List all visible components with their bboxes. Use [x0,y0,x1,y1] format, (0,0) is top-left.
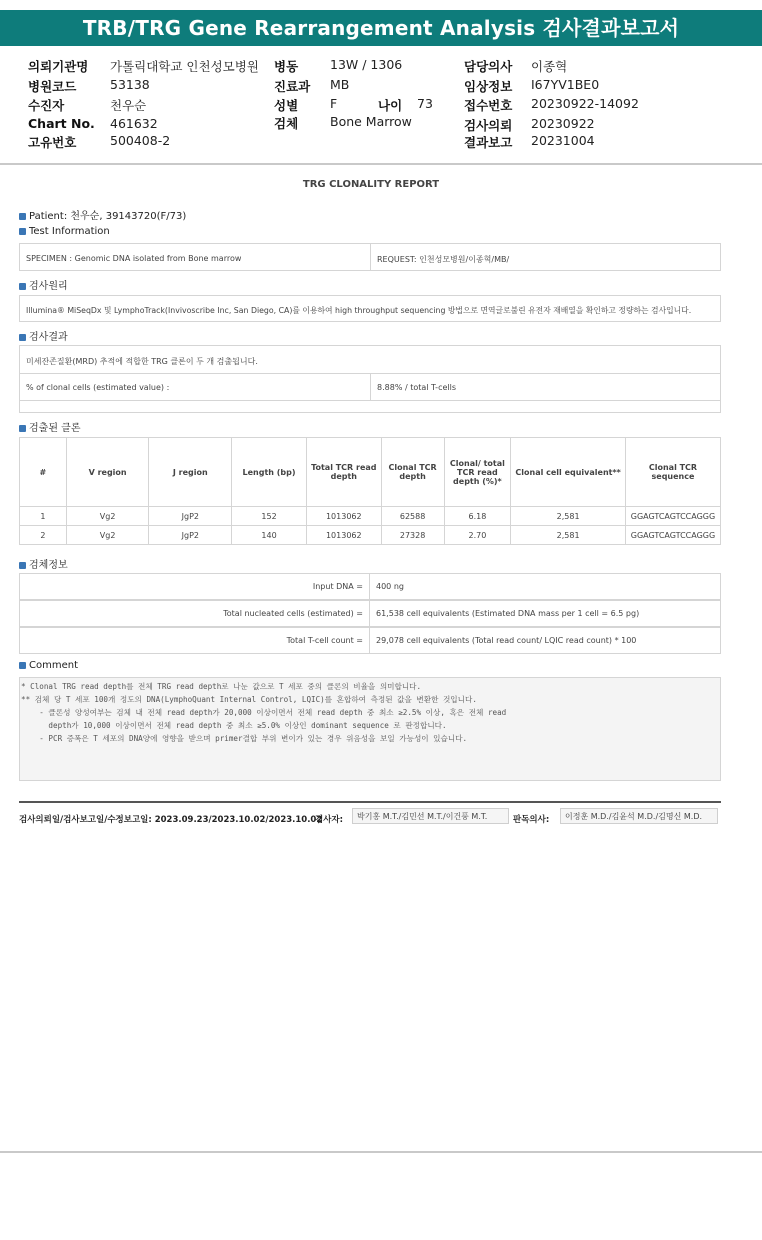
header-label: 병원코드 [28,79,77,94]
col-header: # [20,438,67,507]
header-value: I67YV1BE0 [531,77,600,92]
bottom-divider [0,1151,762,1153]
table-cell: JgP2 [149,507,232,526]
header-label: 진료과 [274,79,311,94]
header-value: 20230922 [531,116,595,131]
header-value: F [330,96,338,111]
specimen-row-value: 61,538 cell equivalents (Estimated DNA mass per 1 cell = 6.5 pg) [376,609,640,618]
col-header: Clonal/ total TCR read depth (%)* [444,438,511,507]
col-header: J region [149,438,232,507]
table-cell: 2.70 [444,526,511,545]
header-label: 접수번호 [464,98,513,113]
table-cell: 62588 [381,507,444,526]
footer-dates: 검사의뢰일/검사보고일/수정보고일: 2023.09.23/2023.10.02/2023.10.02 [19,815,323,825]
row-divider [20,400,720,401]
bullet-icon [19,425,26,432]
section-test-info [19,226,110,237]
examiner-label: 검사자: [315,815,344,825]
table-cell: 2,581 [511,526,626,545]
clonal-cells-value: 8.88% / total T-cells [377,383,457,392]
box-divider [370,373,371,400]
table-cell: JgP2 [149,526,232,545]
table-cell: Vg2 [66,526,149,545]
header-value: 20230922-14092 [531,96,639,111]
specimen-row [19,627,721,654]
header-label: 임상정보 [464,79,513,94]
reader-value: 이정훈 M.D./김윤석 M.D./김명신 M.D. [560,808,718,824]
header-value: 가톨릭대학교 인천성모병원 [110,59,259,74]
report-body [0,170,742,1150]
box-divider [370,244,371,270]
age-value: 73 [417,96,433,111]
section-title: Comment [29,660,78,671]
table-cell: 6.18 [444,507,511,526]
col-header: Clonal TCR sequence [625,438,720,507]
patient-text: Patient: 천우순, 39143720(F/73) [29,211,187,222]
header-label: Chart No. [28,116,95,131]
header-value: 13W / 1306 [330,57,403,72]
report-title-bar: TRB/TRG Gene Rearrangement Analysis 검사결과보고서 [0,10,762,46]
section-title: Test Information [29,226,110,237]
header-label: 결과보고 [464,135,513,150]
header-value: 53138 [110,77,150,92]
table-header-row [20,438,721,507]
header-label: 의뢰기관명 [28,59,89,74]
header-label: 성별 [274,98,299,113]
col-header: Total TCR read depth [306,438,381,507]
table-cell: 152 [232,507,307,526]
specimen-row-value: 400 ng [376,582,404,591]
footer-divider [19,801,721,803]
bullet-icon [19,283,26,290]
header-label: 고유번호 [28,135,77,150]
bullet-icon [19,213,26,220]
table-cell: 2,581 [511,507,626,526]
header-label: 검체 [274,116,299,131]
specimen-row-label: Total T-cell count = [20,628,370,653]
comment-line: depth가 10,000 이상이면서 전체 read depth 중 최소 ≥5.0% 이상인 dominant sequence 로 판정합니다. [21,721,447,730]
comment-box [19,677,721,781]
report-heading: TRG CLONALITY REPORT [302,179,440,190]
specimen-row [19,600,721,627]
clones-table [19,437,721,545]
result-text: 미세잔존질환(MRD) 추적에 적합한 TRG 클론이 두 개 검출됩니다. [26,357,258,366]
header-divider [0,163,762,165]
specimen-row-label: Input DNA = [20,574,370,599]
section-principle [19,277,68,292]
clonal-cells-label: % of clonal cells (estimated value) : [26,383,170,392]
col-header: Clonal cell equivalent** [511,438,626,507]
specimen-row-value: 29,078 cell equivalents (Total read count/ LQIC read count) * 100 [376,636,637,645]
header-value: 500408-2 [110,133,171,148]
principle-text: Illumina® MiSeqDx 및 LymphoTrack(Invivoscribe Inc, San Diego, CA)를 이용하여 high throughput sequencing 방법으로 면역글로불린 유전자 재배열을 확인하고 정량하는 검사입니다. [26,306,692,315]
col-header: V region [66,438,149,507]
patient-line [19,207,186,222]
request-text: REQUEST: 인천성모병원/이종혁/MB/ [377,255,510,264]
result-box [19,345,721,413]
section-comment [19,660,78,671]
comment-line: ** 검체 당 T 세포 100개 정도의 DNA(LymphoQuant Internal Control, LQIC)를 혼합하여 측정된 값을 변환한 것입니다. [21,695,477,704]
comment-line: - 클론성 양성여부는 검체 내 전체 read depth가 20,000 이상이면서 전체 read depth 중 최소 ≥2.5% 이상, 혹은 전체 read [21,708,507,717]
bullet-icon [19,562,26,569]
table-cell: 1 [20,507,67,526]
col-header: Clonal TCR depth [381,438,444,507]
table-cell: Vg2 [66,507,149,526]
section-title: 검출된 클론 [29,423,81,434]
examiner-value: 박기홍 M.T./김민선 M.T./이건풍 M.T. [352,808,509,824]
table-row [20,526,721,545]
header-label: 담당의사 [464,59,513,74]
specimen-text: SPECIMEN : Genomic DNA isolated from Bone marrow [26,254,242,263]
header-info [0,0,762,160]
comment-line: - PCR 증폭은 T 세포의 DNA양에 영향을 받으며 primer결합 부위 변이가 있는 경우 위음성을 보일 가능성이 있습니다. [21,734,468,743]
table-cell: 27328 [381,526,444,545]
table-cell: 1013062 [306,507,381,526]
section-clones [19,419,80,434]
section-title: 검사원리 [29,281,68,292]
table-cell: 2 [20,526,67,545]
specimen-row [19,573,721,600]
comment-line: * Clonal TRG read depth를 전체 TRG read depth로 나눈 값으로 T 세포 중의 클론의 비율을 의미합니다. [21,682,422,691]
bullet-icon [19,228,26,235]
section-specimen-info [19,556,68,571]
table-cell: 140 [232,526,307,545]
header-value: 천우순 [110,98,147,113]
table-cell: GGAGTCAGTCCAGGG [625,507,720,526]
test-info-box [19,243,721,271]
header-value: 이종혁 [531,59,568,74]
specimen-row-label: Total nucleated cells (estimated) = [20,601,370,626]
section-title: 검체정보 [29,560,68,571]
table-cell: GGAGTCAGTCCAGGG [625,526,720,545]
age-label: 나이 [378,98,403,113]
reader-label: 판독의사: [513,815,550,825]
header-value: 20231004 [531,133,595,148]
section-title: 검사결과 [29,332,68,343]
bullet-icon [19,662,26,669]
header-value: 461632 [110,116,158,131]
header-value: MB [330,77,350,92]
header-label: 수진자 [28,98,65,113]
principle-box [19,295,721,322]
table-row [20,507,721,526]
table-cell: 1013062 [306,526,381,545]
header-label: 병동 [274,59,299,74]
col-header: Length (bp) [232,438,307,507]
header-value: Bone Marrow [330,114,412,129]
bullet-icon [19,334,26,341]
header-label: 검사의뢰 [464,118,513,133]
section-result [19,328,68,343]
